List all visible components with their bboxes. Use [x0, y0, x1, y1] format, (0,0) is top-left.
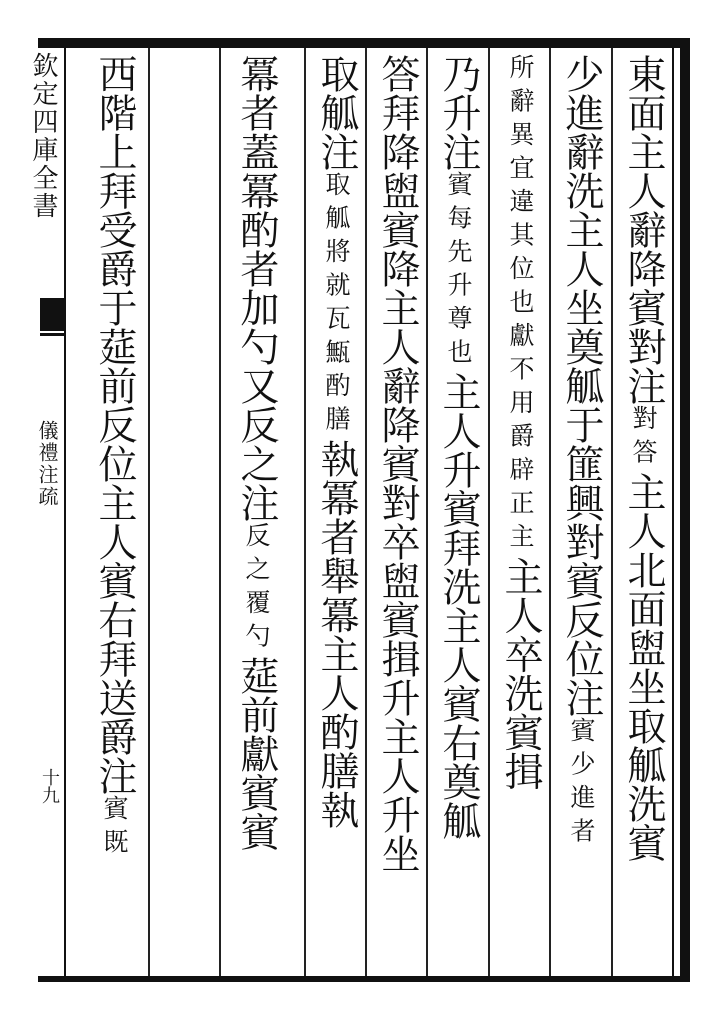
annotation-text: 反之覆勺: [242, 522, 271, 656]
annotation-text: 賓既: [100, 795, 129, 862]
main-text: 答拜降盥賓降主人辭降賓對卒盥賓揖升主人升坐: [375, 54, 420, 873]
text-column-2: [551, 54, 611, 972]
annotation-text: 賓每先升尊也: [444, 171, 473, 372]
main-text: 西階上拜受爵于莚前反位主人賓右拜送爵注: [92, 54, 137, 795]
column-rule: [148, 48, 150, 976]
main-text: 莚前獻賓賓: [234, 656, 279, 851]
page-frame-top: [38, 38, 690, 48]
text-column-6: [306, 54, 366, 972]
page-frame-bottom: [38, 976, 690, 982]
annotation-text: 對答: [629, 405, 658, 472]
main-text: 乃升注: [436, 54, 481, 171]
text-column-5: [367, 54, 427, 972]
page-frame-right: [680, 38, 690, 982]
main-text: 主人北面盥坐取觚洗賓: [621, 472, 666, 862]
text-column-3: [490, 54, 550, 972]
page-number: 十九: [39, 768, 60, 804]
main-text: 取觚注: [314, 54, 359, 171]
main-text: 主人升賓拜洗主人賓右奠觚: [436, 372, 481, 840]
collection-title: 欽定四庫全書: [28, 52, 58, 220]
text-column-7: [226, 54, 286, 972]
annotation-text: 賓少進者: [567, 717, 596, 851]
annotation-text: 所辭異宜違其位也獻不用爵辟正主: [506, 54, 535, 557]
fishtail-mark-icon: [40, 298, 64, 328]
main-text: 冪者蓋冪酌者加勺又反之注: [234, 54, 279, 522]
book-title: 儀禮注疏: [35, 420, 59, 508]
text-column-8: [84, 54, 144, 972]
text-column-1: [613, 54, 673, 972]
text-column-4: [428, 54, 488, 972]
main-text: 主人卒洗賓揖: [498, 556, 543, 791]
gutter-border: [64, 48, 66, 976]
main-text: 少進辭洗主人坐奠觚于篚興對賓反位注: [559, 54, 604, 717]
main-text: 東面主人辭降賓對注: [621, 54, 666, 405]
main-text: 執冪者舉冪主人酌膳執: [314, 439, 359, 829]
annotation-text: 取觚將就瓦甒酌膳: [322, 171, 351, 439]
column-rule: [219, 48, 221, 976]
